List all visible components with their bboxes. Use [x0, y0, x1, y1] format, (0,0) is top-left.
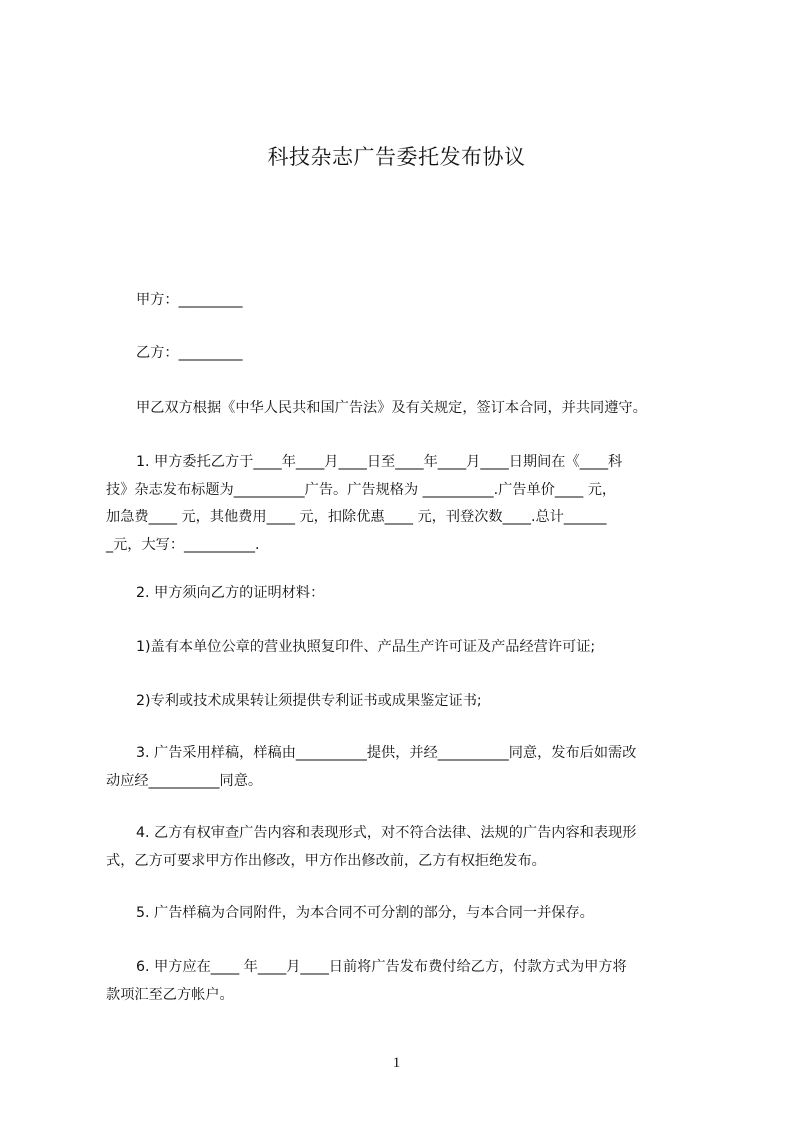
party-b-line [106, 340, 710, 368]
clause-2-paragraph [106, 580, 710, 608]
clause-4-line: 式，乙方可要求甲方作出修改，甲方作出修改前，乙方有权拒绝发布。 [106, 852, 546, 869]
clause-5-paragraph [106, 900, 710, 928]
clause-4-line: 4. 乙方有权审查广告内容和表现形式，对不符合法律、法规的广告内容和表现形 [136, 825, 637, 841]
document-title: 科技杂志广告委托发布协议 [267, 145, 526, 169]
preamble-paragraph [106, 395, 710, 423]
clause-6-line: 款项汇至乙方帐户。 [106, 986, 234, 1003]
clause-2-item-1 [106, 634, 710, 662]
clause-2-item-2 [106, 688, 710, 716]
clause-1-line: 技》杂志发布标题为__________广告。广告规格为 __________.广告单价____ 元， [106, 481, 617, 498]
clause-2-item-2-text: 2)专利或技术成果转让须提供专利证书或成果鉴定证书; [136, 693, 482, 709]
clause-5-text: 5. 广告样稿为合同附件，为本合同不可分割的部分，与本合同一并保存。 [136, 905, 594, 921]
clause-1-line: _元，大写：__________. [106, 536, 260, 553]
clause-4-paragraph [106, 820, 710, 875]
party-a-line [106, 287, 710, 315]
clause-2-item-1-text: 1)盖有本单位公章的营业执照复印件、产品生产许可证及产品经营许可证; [136, 639, 596, 655]
clause-3-line: 动应经__________同意。 [106, 772, 263, 789]
preamble-text: 甲乙双方根据《中华人民共和国广告法》及有关规定，签订本合同，并共同遵守。 [136, 400, 647, 416]
clause-6-line: 6. 甲方应在____ 年____月____日前将广告发布费付给乙方，付款方式为甲方将 [136, 959, 627, 975]
clause-3-line: 3. 广告采用样稿，样稿由__________提供，并经__________同意，发布后如需改 [136, 745, 637, 761]
clause-1-line: 1. 甲方委托乙方于____年____月____日至____年____月____日期间在《____科 [136, 454, 623, 470]
clause-2-text: 2. 甲方须向乙方的证明材料： [136, 585, 325, 601]
party-a-text: 甲方：_________ [136, 292, 243, 308]
page-number: 1 [392, 1055, 401, 1071]
party-b-text: 乙方：_________ [136, 345, 243, 361]
clause-1-paragraph [106, 449, 710, 559]
clause-3-paragraph [106, 740, 710, 795]
clause-1-line: 加急费____ 元，其他费用____ 元，扣除优惠____ 元，刊登次数____.总计______ [106, 509, 607, 525]
clause-6-paragraph [106, 954, 710, 1009]
